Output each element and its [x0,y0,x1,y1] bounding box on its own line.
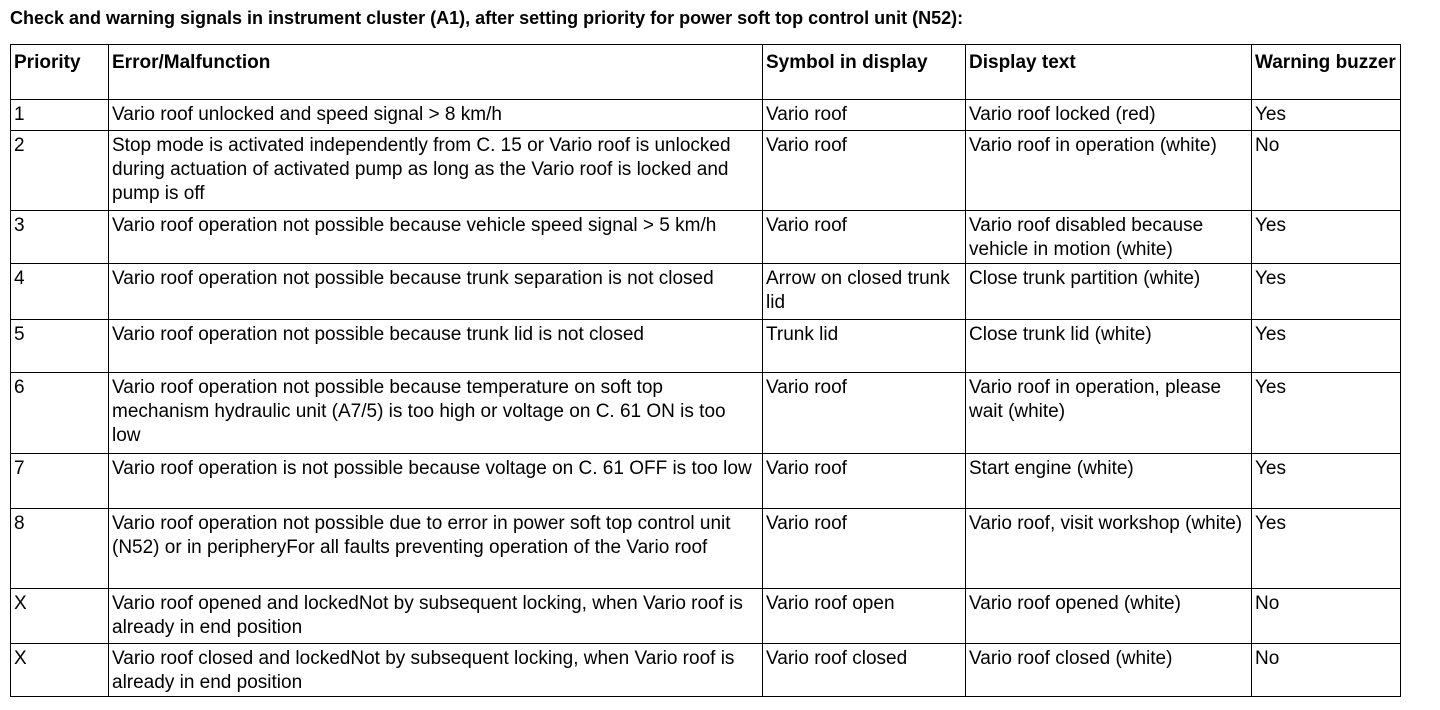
cell-warning-buzzer: Yes [1252,373,1401,454]
table-header-row [11,45,1401,100]
table-row [11,589,1401,644]
cell-priority: X [11,589,109,644]
cell-warning-buzzer: Yes [1252,100,1401,131]
table-row [11,100,1401,131]
cell-warning-buzzer: No [1252,589,1401,644]
cell-symbol: Arrow on closed trunk lid [763,264,966,320]
table-row [11,373,1401,454]
table-row [11,454,1401,509]
cell-display-text: Vario roof closed (white) [966,644,1252,697]
table-row [11,644,1401,697]
cell-error: Vario roof operation not possible because temperature on soft top mechanism hydraulic unit (A7/5) is too high or voltage on C. 61 ON is too low [109,373,763,454]
cell-priority: 4 [11,264,109,320]
header-display-text: Display text [966,45,1252,100]
cell-priority: X [11,644,109,697]
cell-priority: 7 [11,454,109,509]
cell-warning-buzzer: No [1252,131,1401,211]
cell-error: Vario roof unlocked and speed signal > 8 km/h [109,100,763,131]
table-row [11,509,1401,589]
cell-display-text: Close trunk lid (white) [966,320,1252,373]
cell-priority: 6 [11,373,109,454]
table-row [11,131,1401,211]
header-symbol: Symbol in display [763,45,966,100]
cell-error: Vario roof operation not possible because trunk separation is not closed [109,264,763,320]
cell-symbol: Trunk lid [763,320,966,373]
cell-display-text: Vario roof in operation, please wait (white) [966,373,1252,454]
cell-display-text: Start engine (white) [966,454,1252,509]
header-priority: Priority [11,45,109,100]
table-row [11,211,1401,264]
cell-display-text: Vario roof in operation (white) [966,131,1252,211]
cell-symbol: Vario roof [763,131,966,211]
cell-error: Vario roof operation not possible because trunk lid is not closed [109,320,763,373]
document-title: Check and warning signals in instrument cluster (A1), after setting priority for power soft top control unit (N52): [10,8,964,28]
cell-error: Vario roof opened and lockedNot by subsequent locking, when Vario roof is already in end position [109,589,763,644]
cell-error: Vario roof operation not possible because vehicle speed signal > 5 km/h [109,211,763,264]
header-error: Error/Malfunction [109,45,763,100]
cell-display-text: Vario roof disabled because vehicle in motion (white) [966,211,1252,264]
table-row [11,320,1401,373]
cell-symbol: Vario roof [763,454,966,509]
cell-display-text: Vario roof locked (red) [966,100,1252,131]
cell-symbol: Vario roof [763,373,966,454]
cell-warning-buzzer: No [1252,644,1401,697]
cell-error: Vario roof closed and lockedNot by subsequent locking, when Vario roof is already in end position [109,644,763,697]
cell-priority: 8 [11,509,109,589]
cell-display-text: Vario roof opened (white) [966,589,1252,644]
cell-warning-buzzer: Yes [1252,320,1401,373]
cell-priority: 1 [11,100,109,131]
cell-symbol: Vario roof open [763,589,966,644]
cell-error: Vario roof operation is not possible because voltage on C. 61 OFF is too low [109,454,763,509]
table-row [11,264,1401,320]
cell-symbol: Vario roof [763,211,966,264]
warning-signals-table [10,44,1401,697]
cell-warning-buzzer: Yes [1252,454,1401,509]
header-warning-buzzer: Warning buzzer [1252,45,1401,100]
cell-display-text: Close trunk partition (white) [966,264,1252,320]
cell-priority: 3 [11,211,109,264]
cell-symbol: Vario roof [763,100,966,131]
cell-warning-buzzer: Yes [1252,509,1401,589]
cell-priority: 2 [11,131,109,211]
cell-warning-buzzer: Yes [1252,211,1401,264]
cell-symbol: Vario roof closed [763,644,966,697]
cell-error: Vario roof operation not possible due to error in power soft top control unit (N52) or in peripheryFor all faults preventing operation of the Vario roof [109,509,763,589]
cell-priority: 5 [11,320,109,373]
cell-symbol: Vario roof [763,509,966,589]
cell-warning-buzzer: Yes [1252,264,1401,320]
cell-display-text: Vario roof, visit workshop (white) [966,509,1252,589]
cell-error: Stop mode is activated independently from C. 15 or Vario roof is unlocked during actuation of activated pump as long as the Vario roof is locked and pump is off [109,131,763,211]
